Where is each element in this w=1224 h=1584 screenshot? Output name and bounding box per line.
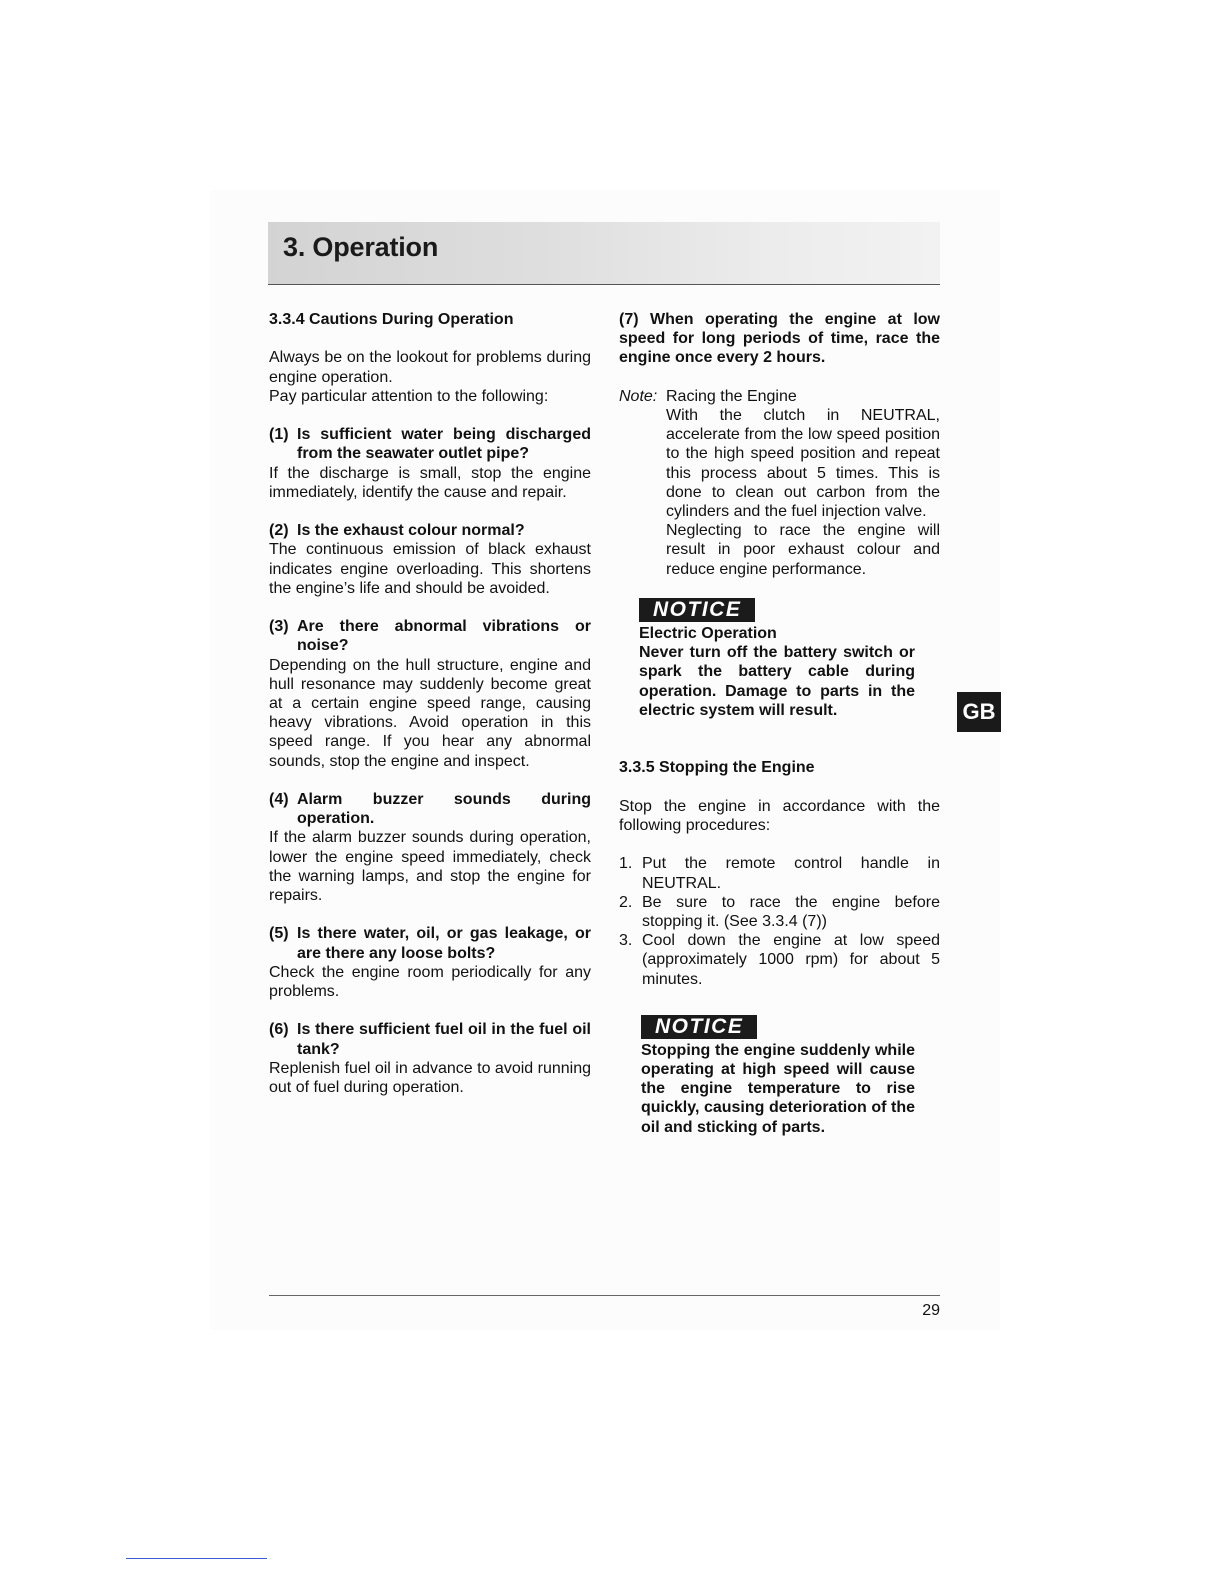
step-number: 1. (619, 855, 633, 873)
caution-question (269, 924, 591, 962)
caution-answer: Check the engine room periodically for any problems. (269, 963, 591, 1001)
caution-answer: Replenish fuel oil in advance to avoid running out of fuel during operation. (269, 1059, 591, 1097)
notice-text: Never turn off the battery switch or spark the battery cable during operation. Damage to parts in the electric system will result. (639, 644, 915, 719)
caution-question-text: Is the exhaust colour normal? (297, 522, 525, 540)
section-heading: 3.3.5 Stopping the Engine (619, 759, 815, 777)
notice-stopping (641, 1015, 915, 1137)
caution-question-text: Are there abnormal vibrations or noise? (297, 618, 591, 655)
step-item (619, 931, 940, 989)
caution-item (269, 924, 591, 1001)
caution-item (269, 790, 591, 905)
caution-question-text: Alarm buzzer sounds during operation. (297, 791, 591, 828)
caution-question (269, 617, 591, 655)
caution-question (269, 790, 591, 828)
section-intro: Stop the engine in accordance with the following procedures: (619, 797, 940, 834)
notice-electric (639, 598, 915, 720)
caution-item (269, 521, 591, 598)
caution-item-7: (7) When operating the engine at low speed for long periods of time, race the engine once every 2 hours. (619, 311, 940, 367)
page-title: 3. Operation (283, 232, 439, 262)
caution-question (269, 425, 591, 463)
step-item (619, 893, 940, 931)
intro-block (269, 348, 591, 406)
note-body (666, 387, 940, 579)
caution-answer: Depending on the hull structure, engine and hull resonance may suddenly become great at a certain engine speed range, causing heavy vibrations. Avoid operation in this speed range. If you hear any abnormal sounds, stop the engine and inspect. (269, 656, 591, 770)
caution-item (269, 425, 591, 502)
section-heading: 3.3.4 Cautions During Operation (269, 311, 514, 328)
header-rule (268, 284, 940, 285)
note-title: Racing the Engine (666, 387, 797, 405)
left-column (269, 310, 591, 1116)
language-tab: GB (957, 692, 1001, 732)
caution-number: (6) (269, 1021, 289, 1039)
caution-answer: If the discharge is small, stop the engine immediately, identify the cause and repair. (269, 464, 591, 501)
caution-item (269, 1020, 591, 1097)
caution-question-text: Is sufficient water being discharged from the seawater outlet pipe? (297, 426, 591, 463)
notice-text: Stopping the engine suddenly while operating at high speed will cause the engine temperature to rise quickly, causing deterioration of the oil and sticking of parts. (641, 1041, 915, 1136)
step-text: Put the remote control handle in NEUTRAL. (642, 855, 940, 892)
caution-number: (2) (269, 522, 289, 540)
caution-item (269, 617, 591, 771)
caution-number: (4) (269, 791, 289, 808)
note-block (619, 387, 940, 579)
bottom-divider (126, 1558, 267, 1559)
note-label: Note: (619, 387, 658, 405)
steps-list (619, 854, 940, 988)
intro-paragraph: Always be on the lookout for problems during engine operation. (269, 349, 591, 386)
step-number: 3. (619, 932, 633, 950)
step-number: 2. (619, 893, 633, 911)
caution-question (269, 1020, 591, 1058)
step-text: Be sure to race the engine before stopping it. (See 3.3.4 (7)) (642, 893, 940, 930)
caution-answer: If the alarm buzzer sounds during operation, lower the engine speed immediately, check the warning lamps, and stop the engine for repairs. (269, 829, 591, 905)
caution-question-text: Is there sufficient fuel oil in the fuel oil tank? (297, 1021, 591, 1058)
caution-number: (3) (269, 618, 289, 636)
right-column (619, 310, 940, 1156)
notice-badge: NOTICE (639, 598, 755, 622)
notice-badge: NOTICE (641, 1015, 757, 1039)
caution-number: (1) (269, 426, 289, 444)
caution-question-text: Is there water, oil, or gas leakage, or are there any loose bolts? (297, 925, 591, 962)
caution-question (269, 521, 591, 540)
page-number: 29 (922, 1302, 940, 1319)
caution-answer: The continuous emission of black exhaust indicates engine overloading. This shortens the engine’s life and should be avoided. (269, 541, 591, 597)
caution-number: (5) (269, 925, 289, 943)
footer-rule (269, 1295, 940, 1296)
intro-paragraph: Pay particular attention to the following: (269, 387, 549, 405)
note-paragraph: Neglecting to race the engine will result in poor exhaust colour and reduce engine performance. (666, 522, 940, 578)
step-item (619, 854, 940, 892)
notice-title: Electric Operation (639, 625, 777, 643)
note-paragraph: With the clutch in NEUTRAL, accelerate from the low speed position to the high speed position and repeat this process about 5 times. This is done to clean out carbon from the cylinders and the fuel injection valve. (666, 407, 940, 521)
step-text: Cool down the engine at low speed (approximately 1000 rpm) for about 5 minutes. (642, 932, 940, 988)
